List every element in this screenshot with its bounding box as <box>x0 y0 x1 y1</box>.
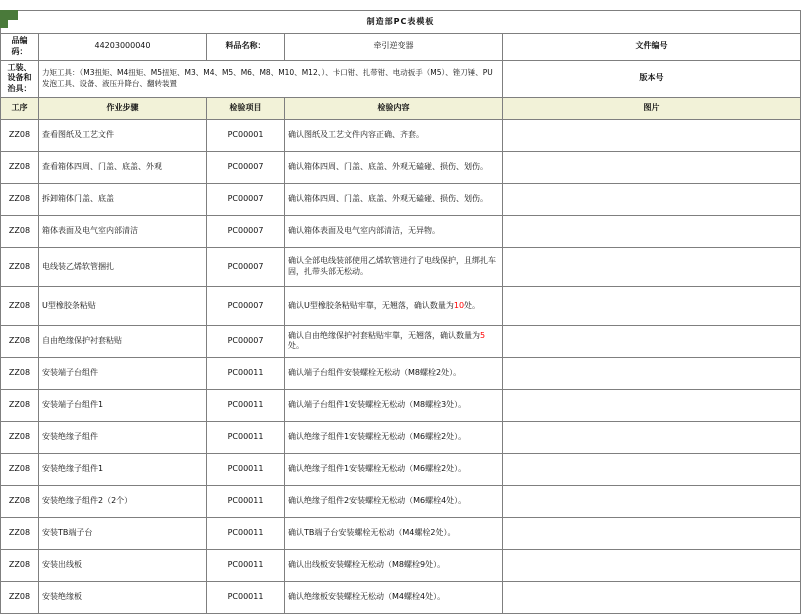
cell-image <box>503 286 801 325</box>
table-row <box>1 357 801 389</box>
cell-image <box>503 357 801 389</box>
cell-inspection-content: 确认图纸及工艺文件内容正确、齐套。 <box>285 119 503 151</box>
label-part-name: 料品名称： <box>207 34 285 61</box>
cell-step: U型橡胶条粘贴 <box>39 286 207 325</box>
page-title: 制造部PC表模板 <box>1 11 801 34</box>
cell-inspection-item: PC00011 <box>207 389 285 421</box>
label-version-number: 版本号 <box>503 60 801 97</box>
table-row <box>1 183 801 215</box>
cell-inspection-item: PC00007 <box>207 247 285 286</box>
label-part-code: 品编码： <box>1 34 39 61</box>
cell-image <box>503 421 801 453</box>
cell-inspection-item: PC00011 <box>207 581 285 613</box>
cell-step: 拆卸箱体门盖、底盖 <box>39 183 207 215</box>
cell-inspection-content: 确认绝缘子组件2安装螺栓无松动（M6螺栓4处）。 <box>285 485 503 517</box>
cell-step: 查看箱体四周、门盖、底盖、外观 <box>39 151 207 183</box>
table-header-row <box>1 97 801 119</box>
value-part-code: 44203000040 <box>39 34 207 61</box>
cell-image <box>503 151 801 183</box>
meta-row-2 <box>1 60 801 97</box>
cell-inspection-item: PC00011 <box>207 485 285 517</box>
cell-image <box>503 517 801 549</box>
cell-image <box>503 247 801 286</box>
cell-step: 安装绝缘子组件2（2个） <box>39 485 207 517</box>
cell-process: ZZ08 <box>1 183 39 215</box>
cell-step: 安装端子台组件 <box>39 357 207 389</box>
cell-inspection-item: PC00007 <box>207 183 285 215</box>
cell-process: ZZ08 <box>1 119 39 151</box>
cell-inspection-item: PC00001 <box>207 119 285 151</box>
cell-inspection-item: PC00011 <box>207 421 285 453</box>
cell-inspection-item: PC00007 <box>207 325 285 357</box>
cell-process: ZZ08 <box>1 453 39 485</box>
column-header-step: 作业步骤 <box>39 97 207 119</box>
cell-inspection-item: PC00007 <box>207 151 285 183</box>
cell-inspection-content: 确认U型橡胶条粘贴牢靠，无翘落，确认数量为10处。 <box>285 286 503 325</box>
table-row <box>1 421 801 453</box>
cell-inspection-content: 确认绝缘子组件1安装螺栓无松动（M6螺栓2处）。 <box>285 421 503 453</box>
column-header-inspection-content: 检验内容 <box>285 97 503 119</box>
cell-process: ZZ08 <box>1 247 39 286</box>
cell-inspection-content: 确认箱体表面及电气室内部清洁，无异物。 <box>285 215 503 247</box>
cell-process: ZZ08 <box>1 286 39 325</box>
cell-inspection-content: 确认出线板安装螺栓无松动（M8螺栓9处）。 <box>285 549 503 581</box>
cell-inspection-content: 确认绝缘子组件1安装螺栓无松动（M6螺栓2处）。 <box>285 453 503 485</box>
cell-process: ZZ08 <box>1 581 39 613</box>
cell-step: 安装绝缘板 <box>39 581 207 613</box>
cell-inspection-content: 确认TB端子台安装螺栓无松动（M4螺栓2处）。 <box>285 517 503 549</box>
cell-image <box>503 389 801 421</box>
cell-step: 自由绝缘保护衬套粘贴 <box>39 325 207 357</box>
cell-step: 安装TB端子台 <box>39 517 207 549</box>
table-row <box>1 485 801 517</box>
cell-process: ZZ08 <box>1 485 39 517</box>
table-row <box>1 389 801 421</box>
cell-inspection-content: 确认自由绝缘保护衬套粘贴牢靠，无翘落，确认数量为5处。 <box>285 325 503 357</box>
cell-process: ZZ08 <box>1 357 39 389</box>
table-row <box>1 549 801 581</box>
column-header-process: 工序 <box>1 97 39 119</box>
cell-step: 安装绝缘子组件1 <box>39 453 207 485</box>
column-header-inspection-item: 检验项目 <box>207 97 285 119</box>
label-tooling-equipment: 工装、设备和治具： <box>1 60 39 97</box>
cell-image <box>503 581 801 613</box>
cell-image <box>503 215 801 247</box>
cell-inspection-content: 确认箱体四周、门盖、底盖、外观无磕碰、损伤、划伤。 <box>285 151 503 183</box>
spreadsheet-page <box>0 10 800 602</box>
table-row <box>1 151 801 183</box>
cell-image <box>503 183 801 215</box>
cell-step: 安装出线板 <box>39 549 207 581</box>
table-row <box>1 247 801 286</box>
cell-process: ZZ08 <box>1 421 39 453</box>
pc-table <box>0 10 801 614</box>
title-row <box>1 11 801 34</box>
cell-step: 安装绝缘子组件 <box>39 421 207 453</box>
cell-inspection-item: PC00011 <box>207 549 285 581</box>
table-row <box>1 286 801 325</box>
cell-step: 箱体表面及电气室内部清洁 <box>39 215 207 247</box>
table-row <box>1 119 801 151</box>
label-doc-number: 文件编号 <box>503 34 801 61</box>
table-row <box>1 453 801 485</box>
value-tooling-equipment: 力矩工具：（M3扭矩、M4扭矩、M5扭矩、M3、M4、M5、M6、M8、M10、M12、）、卡口钳、扎带钳、电动扳手（M5）、锉刀锤、PU发泡工具、设备、液压升降台、翻转装置 <box>39 60 503 97</box>
cell-inspection-item: PC00007 <box>207 286 285 325</box>
cell-image <box>503 453 801 485</box>
cell-inspection-item: PC00007 <box>207 215 285 247</box>
table-row <box>1 325 801 357</box>
cell-inspection-content: 确认端子台组件1安装螺栓无松动（M8螺栓3处）。 <box>285 389 503 421</box>
sheet-corner-marker-vertical <box>0 10 8 28</box>
cell-process: ZZ08 <box>1 325 39 357</box>
cell-inspection-item: PC00011 <box>207 357 285 389</box>
cell-process: ZZ08 <box>1 389 39 421</box>
cell-inspection-content: 确认端子台组件安装螺栓无松动（M8螺栓2处）。 <box>285 357 503 389</box>
cell-step: 安装端子台组件1 <box>39 389 207 421</box>
cell-process: ZZ08 <box>1 549 39 581</box>
cell-inspection-item: PC00011 <box>207 453 285 485</box>
column-header-image: 图片 <box>503 97 801 119</box>
cell-process: ZZ08 <box>1 151 39 183</box>
cell-inspection-content: 确认绝缘板安装螺栓无松动（M4螺栓4处）。 <box>285 581 503 613</box>
cell-inspection-content: 确认全部电线装部使用乙烯软管进行了电线保护，且绑扎车固，扎带头部无松动。 <box>285 247 503 286</box>
cell-image <box>503 485 801 517</box>
cell-image <box>503 325 801 357</box>
meta-row-1 <box>1 34 801 61</box>
cell-image <box>503 549 801 581</box>
cell-process: ZZ08 <box>1 215 39 247</box>
cell-process: ZZ08 <box>1 517 39 549</box>
table-row <box>1 517 801 549</box>
highlighted-quantity: 5 <box>480 330 486 340</box>
cell-step: 查看图纸及工艺文件 <box>39 119 207 151</box>
cell-inspection-content: 确认箱体四周、门盖、底盖、外观无磕碰、损伤、划伤。 <box>285 183 503 215</box>
cell-inspection-item: PC00011 <box>207 517 285 549</box>
highlighted-quantity: 10 <box>453 300 465 310</box>
value-part-name: 牵引逆变器 <box>285 34 503 61</box>
cell-image <box>503 119 801 151</box>
cell-step: 电线装乙烯软管捆扎 <box>39 247 207 286</box>
table-row <box>1 215 801 247</box>
table-row <box>1 581 801 613</box>
